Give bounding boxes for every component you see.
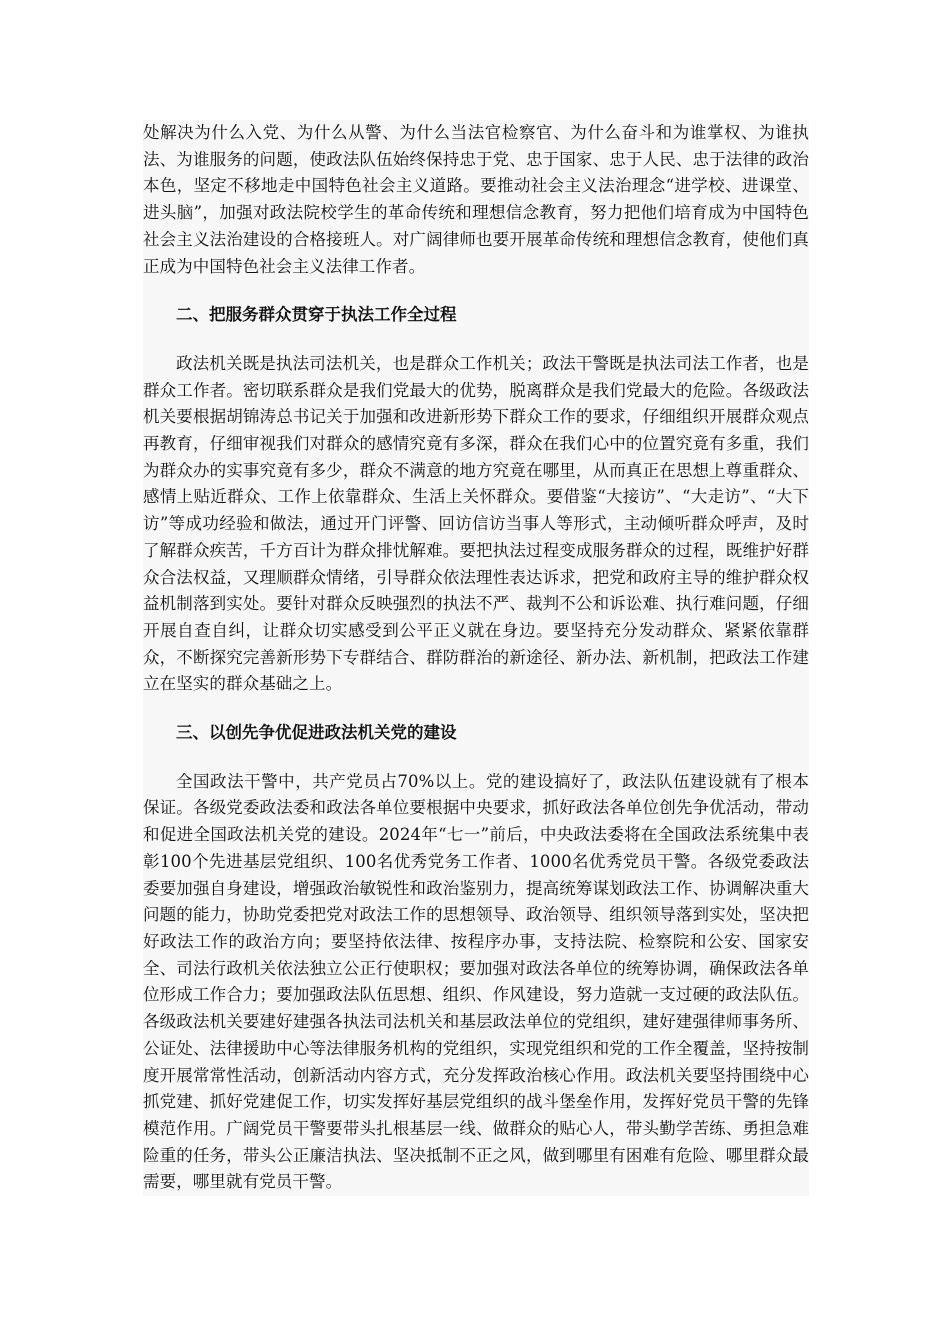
paragraph-section-3: 全国政法干警中，共产党员占70%以上。党的建设搞好了，政法队伍建设就有了根本保证。各级党委政法委和政法各单位要根据中央要求，抓好政法各单位创先争优活动，带动和促进全国政法机关党的建设。2024年“七一”前后，中央政法委将在全国政法系统集中表彰100个先进基层党组织、100名优秀党务工作者、1000名优秀党员干警。各级党委政法委要加强自身建设，增强政治敏锐性和政治鉴别力，提高统筹谋划政法工作、协调解决重大问题的能力，协助党委把党对政法工作的思想领导、政治领导、组织领导落到实处，坚决把好政法工作的政治方向；要坚持依法律、按程序办事，支持法院、检察院和公安、国家安全、司法行政机关依法独立公正行使职权；要加强对政法各单位的统筹协调，确保政法各单位形成工作合力；要加强政法队伍思想、组织、作风建设，努力造就一支过硬的政法队伍。各级政法机关要建好建强各执法司法机关和基层政法单位的党组织，建好建强律师事务所、公证处、法律援助中心等法律服务机构的党组织，实现党组织和党的工作全覆盖，坚持按制度开展常常性活动，创新活动内容方式，充分发挥政治核心作用。政法机关要坚持围绕中心抓党建、抓好党建促工作，切实发挥好基层党组织的战斗堡垒作用，发挥好党员干警的先锋模范作用。广阔党员干警要带头扎根基层一线、做群众的贴心人，带头勤学苦练、勇担急难险重的任务，带头公正廉洁执法、坚决抵制不正之风，做到哪里有困难有危险、哪里群众最需要，哪里就有党员干警。	[143, 771, 809, 1192]
spacer	[143, 329, 809, 351]
paragraph-section-2: 政法机关既是执法司法机关，也是群众工作机关；政法干警既是执法司法工作者，也是群众工作者。密切联系群众是我们党最大的优势，脱离群众是我们党最大的危险。各级政法机关要根据胡锦涛总书记关于加强和改进新形势下群众工作的要求，仔细组织开展群众观点再教育，仔细审视我们对群众的感情究竟有多深，群众在我们心中的位置究竟有多重，我们为群众办的实事究竟有多少，群众不满意的地方究竟在哪里，从而真正在思想上尊重群众、感情上贴近群众、工作上依靠群众、生活上关怀群众。要借鉴“大接访”、“大走访”、“大下访”等成功经验和做法，通过开门评警、回访信访当事人等形式，主动倾听群众呼声，及时了解群众疾苦，千方百计为群众排忧解难。要把执法过程变成服务群众的过程，既维护好群众合法权益，又理顺群众情绪，引导群众依法理性表达诉求，把党和政府主导的维护群众权益机制落到实处。要针对群众反映强烈的执法不严、裁判不公和诉讼难、执行难问题，仔细开展自查自纠，让群众切实感受到公平正义就在身边。要坚持充分发动群众、紧紧依靠群众，不断探究完善新形势下专群结合、群防群治的新途径、新办法、新机制，把政法工作建立在坚实的群众基础之上。	[143, 353, 809, 694]
section-heading-2: 二、把服务群众贯穿于执法工作全过程	[176, 305, 457, 325]
document-body	[143, 120, 809, 1196]
section-heading-3: 三、以创先争优促进政法机关党的建设	[176, 723, 457, 743]
spacer	[143, 747, 809, 769]
spacer	[143, 280, 809, 302]
paragraph-continuation: 处解决为什么入党、为什么从警、为什么当法官检察官、为什么奋斗和为谁掌权、为谁执法、为谁服务的问题，使政法队伍始终保持忠于党、忠于国家、忠于人民、忠于法律的政治本色，坚定不移地走中国特色社会主义道路。要推动社会主义法治理念“进学校、进课堂、进头脑”，加强对政法院校学生的革命传统和理想信念教育，努力把他们培育成为中国特色社会主义法治建设的合格接班人。对广阔律师也要开展革命传统和理想信念教育，使他们真正成为中国特色社会主义法律工作者。	[143, 123, 809, 276]
spacer	[143, 698, 809, 720]
